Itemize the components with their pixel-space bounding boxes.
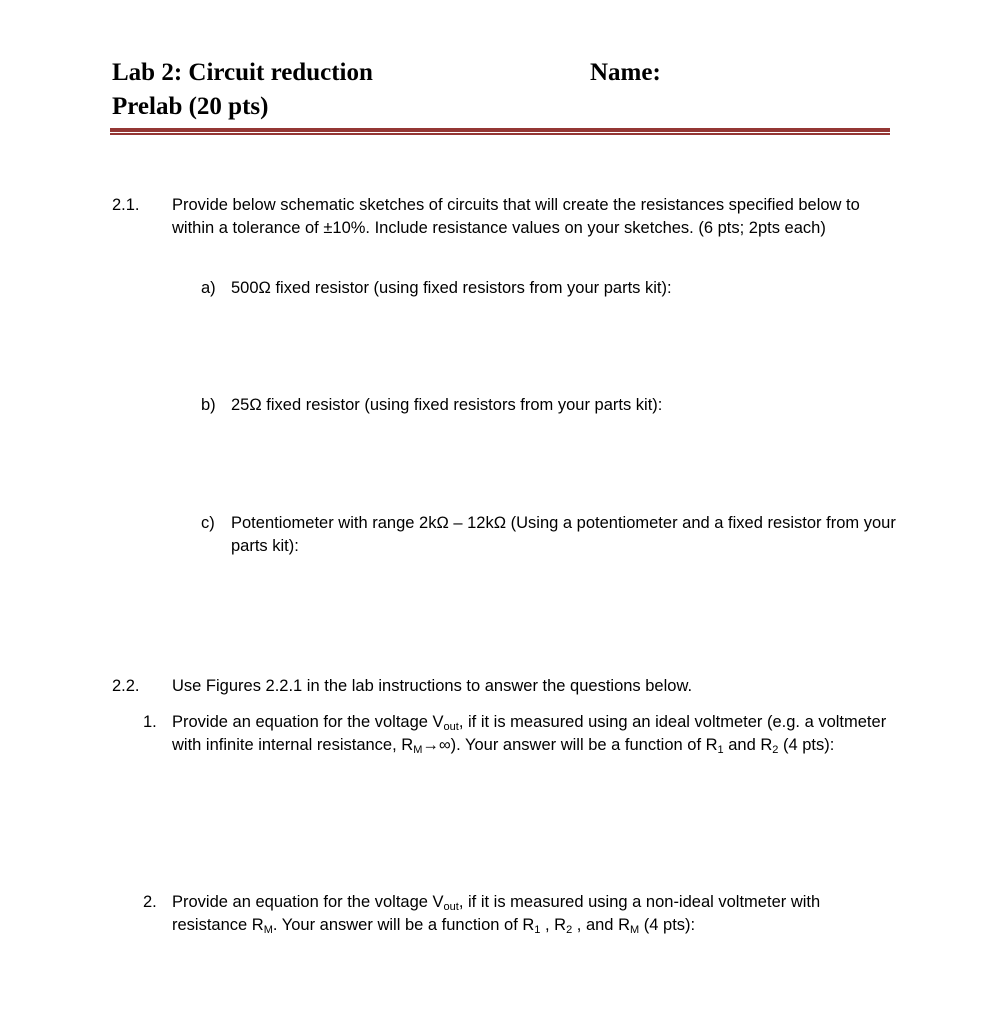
header-divider-thick xyxy=(110,128,890,132)
section-number-2-2: 2.2. xyxy=(112,677,140,695)
question-label-1: 1. xyxy=(143,713,157,731)
item-label-a: a) xyxy=(201,279,216,297)
item-text-a: 500Ω fixed resistor (using fixed resistors from your parts kit): xyxy=(231,279,672,297)
page-title: Lab 2: Circuit reduction xyxy=(112,59,373,86)
item-label-c: c) xyxy=(201,514,215,532)
item-text-c: Potentiometer with range 2kΩ – 12kΩ (Using a potentiometer and a fixed resistor from your parts kit): xyxy=(231,514,896,555)
section-text-2-1: Provide below schematic sketches of circuits that will create the resistances specified below to within a tolerance of ±10%. Include resistance values on your sketches. (6 pts; 2pts each) xyxy=(172,196,860,237)
section-number-2-1: 2.1. xyxy=(112,196,140,214)
item-label-b: b) xyxy=(201,396,216,414)
header-divider-thin xyxy=(110,133,890,135)
question-label-2: 2. xyxy=(143,893,157,911)
section-text-2-2: Use Figures 2.2.1 in the lab instructions to answer the questions below. xyxy=(172,677,693,695)
item-text-b: 25Ω fixed resistor (using fixed resistors from your parts kit): xyxy=(231,396,663,414)
question-text-1: Provide an equation for the voltage $V_{out}$, if it is measured using an ideal voltmeter (e.g. a voltmeter with infinite internal resistance, $R_M\to\infty$). Your answer will be a function of $R_1$ and $R_2$ (4 pts): xyxy=(172,713,887,756)
page-subtitle: Prelab (20 pts) xyxy=(112,93,269,120)
question-text-2: Provide an equation for the voltage $V_{out}$, if it is measured using a non-ideal voltmeter with resistance $R_M$. Your answer will be a function of $R_1$ , $R_2$ , and $R_M$ (4 pts): xyxy=(172,893,821,936)
name-label: Name: xyxy=(590,59,661,86)
